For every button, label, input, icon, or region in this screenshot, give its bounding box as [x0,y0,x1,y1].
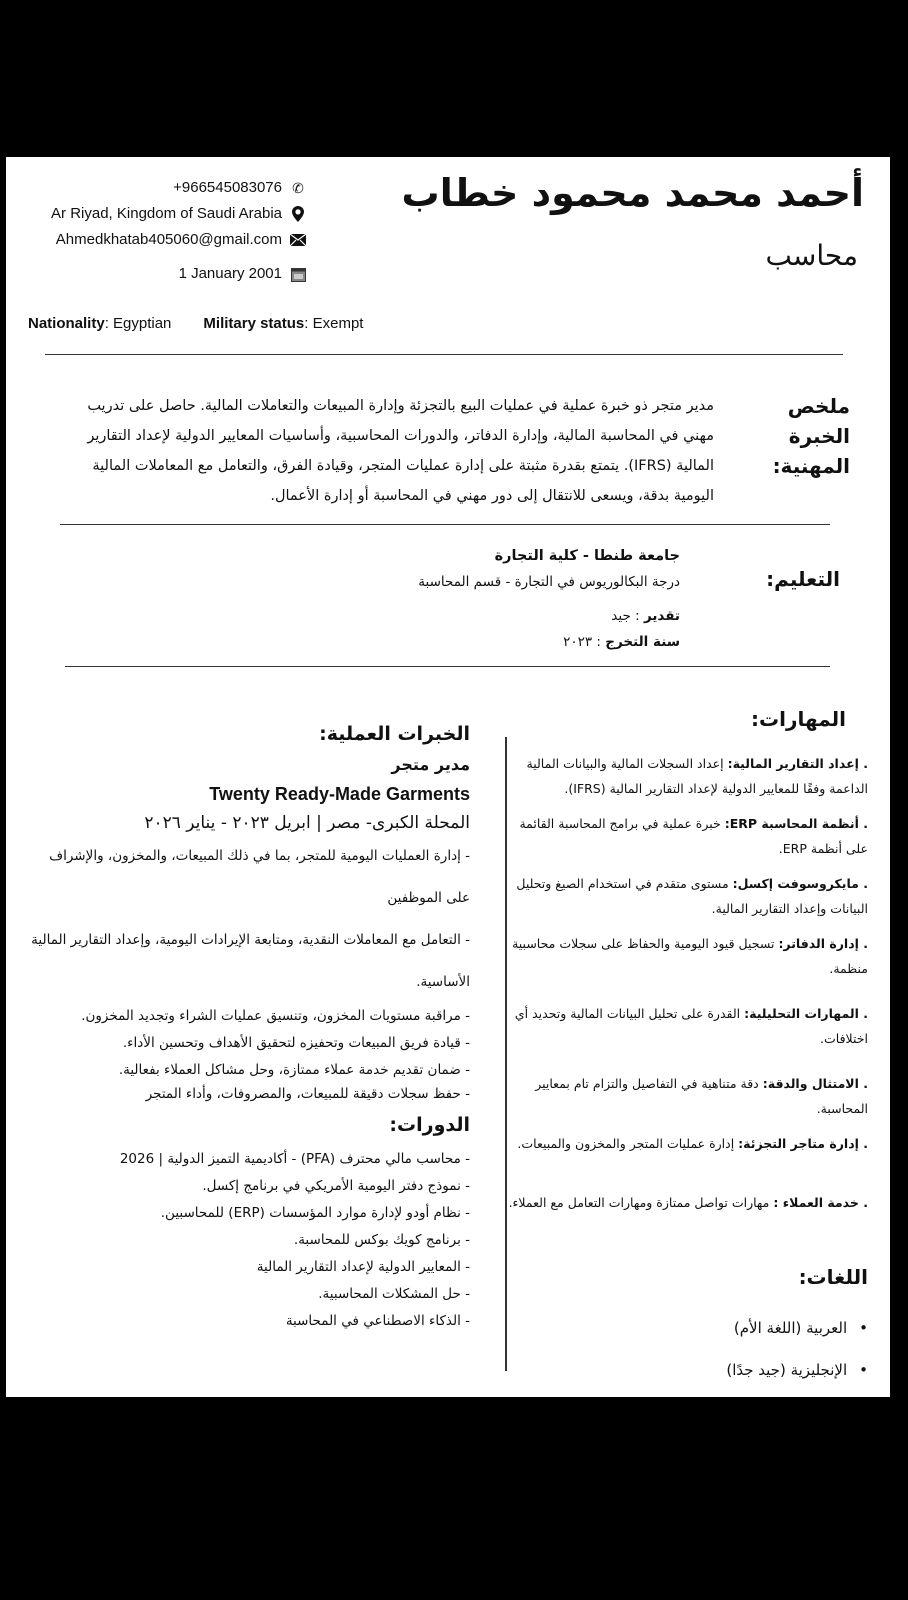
experience-bullet: - مراقبة مستويات المخزون، وتنسيق عمليات الشراء وتجديد المخزون. [81,1008,470,1024]
divider [60,524,830,525]
grade-label: تقدير [643,608,680,624]
phone-text: +966545083076 [173,179,282,196]
skill-label: . المهارات التحليلية: [744,1006,868,1021]
skills-heading: المهارات: [751,707,846,731]
calendar-icon [290,266,306,282]
experience-bullet: - حفظ سجلات دقيقة للمبيعات، والمصروفات، وأداء المتجر [145,1086,470,1102]
experience-section [30,723,470,1335]
language-item: • الإنجليزية (جيد جدًا) [568,1349,868,1391]
column-divider [505,737,507,1371]
graduation-year-label: سنة التخرج [605,634,680,650]
university: جامعة طنطا - كلية التجارة [494,548,680,564]
skill-label: . إدارة متاجر التجزئة: [738,1136,868,1151]
languages-section [568,1265,868,1391]
summary-heading: ملخص الخبرة المهنية: [772,394,850,478]
birthdate-text: 1 January 2001 [178,265,282,282]
education-block [418,543,680,655]
experience-bullet: - ضمان تقديم خدمة عملاء ممتازة، وحل مشاكل العملاء بفعالية. [118,1062,470,1078]
languages-heading: اللغات: [798,1265,868,1289]
skill-label: . إعداد التقارير المالية: [727,756,868,771]
divider [65,666,830,667]
envelope-icon [290,232,306,248]
skill-label: . الامتثال والدقة: [762,1076,868,1091]
skill-text: إعداد السجلات المالية والبيانات المالية الداعمة وفقًا للمعايير الدولية لإعداد التقارير المالية (IFRS). [526,756,868,796]
grade-value: : جيد [611,608,644,624]
divider [45,354,843,355]
experience-company: Twenty Ready-Made Garments [209,784,470,804]
experience-location-dates: المحلة الكبرى- مصر | ابريل ٢٠٢٣ - يناير ٢٠٢٦ [144,813,470,833]
nationality-value: : Egyptian [104,315,172,332]
experience-role: مدير متجر [391,755,470,774]
skill-label: . مايكروسوفت إكسل: [732,876,868,891]
email-text: Ahmedkhatab405060@gmail.com [55,231,282,248]
experience-bullet: - قيادة فريق المبيعات وتحفيزه لتحقيق الأهداف وتحسين الأداء. [122,1035,470,1051]
course-item: - الذكاء الاصطناعي في المحاسبة [285,1313,470,1329]
skill-text: القدرة على تحليل البيانات المالية وتحديد أي اختلافات. [514,1006,868,1046]
experience-bullet: - التعامل مع المعاملات النقدية، ومتابعة الإيرادات اليومية، وإعداد التقارير المالية الأساسية. [31,932,470,990]
experience-heading: الخبرات العملية: [319,723,470,745]
course-item: - نظام أودو لإدارة موارد المؤسسات (ERP) للمحاسبين. [160,1205,470,1221]
course-item: - محاسب مالي محترف (PFA) - أكاديمية التميز الدولية | 2026 [119,1151,470,1167]
military-label: Military status [203,315,305,332]
resume-page [6,157,890,1397]
contact-block [51,175,306,287]
skill-text: دقة متناهية في التفاصيل والتزام تام بمعايير المحاسبة. [535,1076,868,1116]
phone-icon: ✆ [292,180,304,196]
course-item: - حل المشكلات المحاسبية. [318,1286,470,1302]
skill-text: مستوى متقدم في استخدام الصيغ وتحليل البيانات وإعداد التقارير المالية. [516,876,868,916]
skill-text: مهارات تواصل ممتازة ومهارات التعامل مع العملاء. [508,1195,774,1210]
location-text: Ar Riyad, Kingdom of Saudi Arabia [51,205,282,222]
summary-text: مدير متجر ذو خبرة عملية في عمليات البيع بالتجزئة وإدارة المبيعات والتعاملات المالية. حاصل على تدريب مهني في المحاسبة المالية، وإدارة الدفاتر، والدورات المحاسبية، وأساسيات المعايير الدولية لإعداد التقارير المالية (IFRS). يتمتع بقدرة مثبتة على إدارة عمليات المتجر، وقيادة الفرق، والتعامل مع المعاملات المالية اليومية بدقة، ويسعى للانتقال إلى دور مهني في المحاسبة أو إدارة الأعمال. [87,398,714,504]
courses-section [30,1114,470,1335]
graduation-year-value: : ٢٠٢٣ [563,634,606,650]
course-item: - نموذج دفتر اليومية الأمريكي في برنامج إكسل. [202,1178,470,1194]
skill-text: إدارة عمليات المتجر والمخزون والمبيعات. [517,1136,739,1151]
nationality-label: Nationality [28,315,105,332]
job-title: محاسب [765,239,858,272]
skill-label: . إدارة الدفاتر: [778,936,868,951]
skill-text: خبرة عملية في برامج المحاسبة القائمة على أنظمة ERP. [519,816,868,856]
degree: درجة البكالوريوس في التجارة - قسم المحاسبة [418,574,680,590]
language-item: • العربية (اللغة الأم) [568,1307,868,1349]
skills-list [508,751,868,1225]
personal-info [28,315,363,332]
education-heading: التعليم: [766,567,840,591]
map-pin-icon [290,206,306,222]
experience-bullet: - إدارة العمليات اليومية للمتجر، بما في ذلك المبيعات، والمخزون، والإشراف على الموظفين [49,848,470,906]
skill-label: . أنظمة المحاسبة ERP: [724,816,868,831]
skill-label: . خدمة العملاء : [773,1195,868,1210]
candidate-name: أحمد محمد محمود خطاب [401,171,864,215]
courses-heading: الدورات: [389,1114,470,1136]
military-value: : Exempt [304,315,364,332]
course-item: - برنامج كويك بوكس للمحاسبة. [293,1232,470,1248]
course-item: - المعايير الدولية لإعداد التقارير المالية [256,1259,470,1275]
skill-text: تسجيل قيود اليومية والحفاظ على سجلات محاسبية منظمة. [512,936,868,976]
